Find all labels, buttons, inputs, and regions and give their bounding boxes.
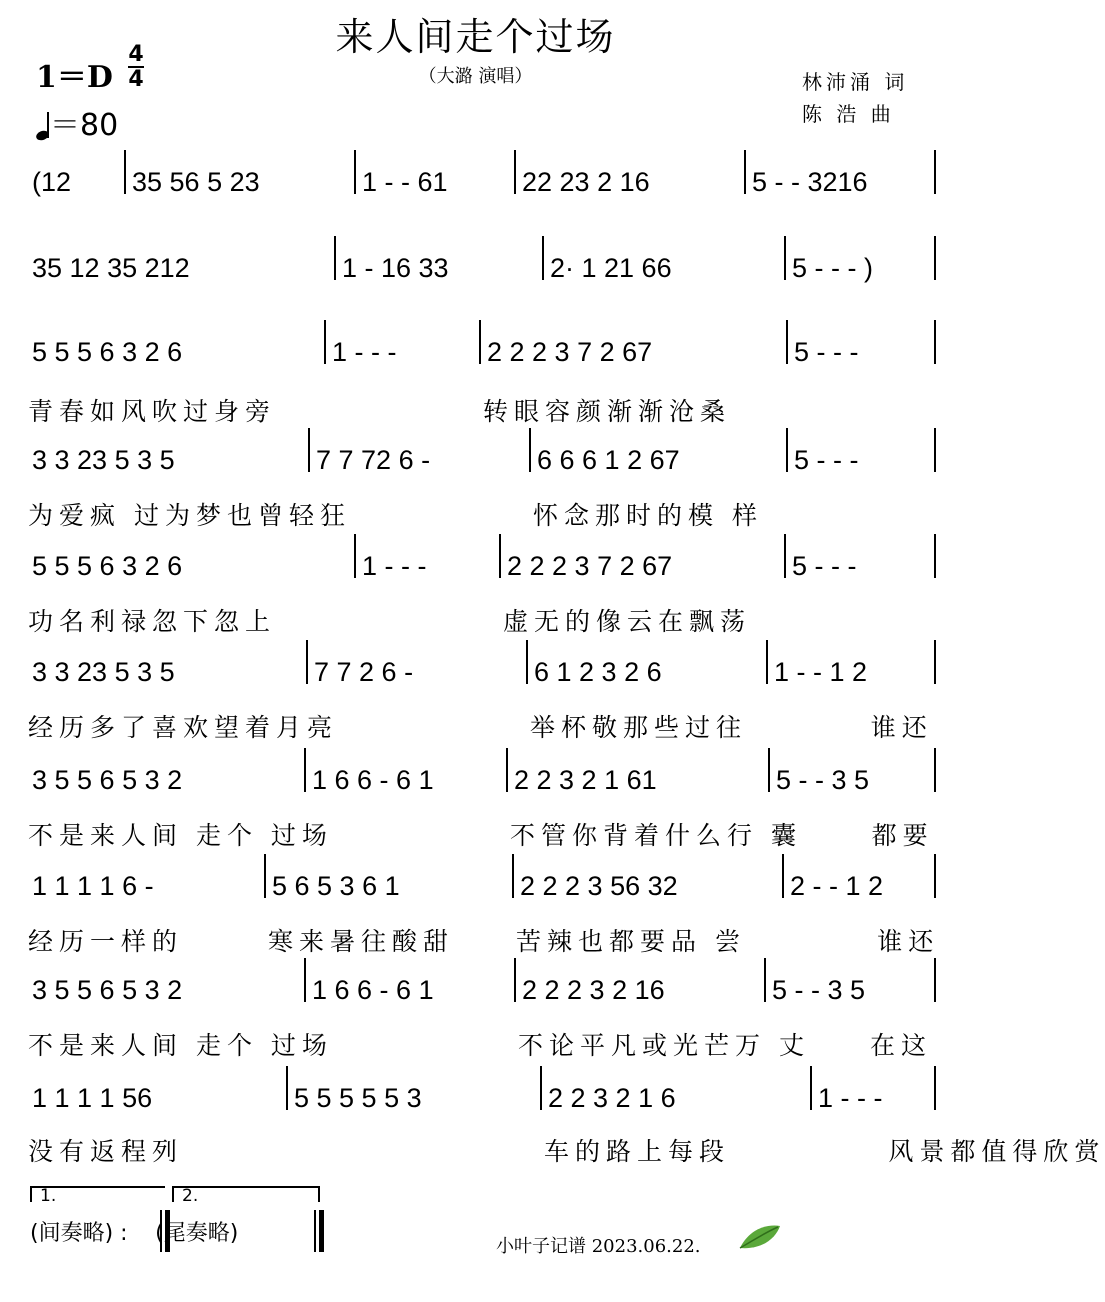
measure: 1 1 1 1 6 - — [32, 870, 154, 901]
barline — [304, 958, 306, 1002]
measure: 2 2 2 3 7 2 67 — [507, 550, 673, 581]
barline — [526, 640, 528, 684]
lyric-line — [24, 1130, 1105, 1166]
lyric-phrase: 转眼容颜渐渐沧桑 — [483, 398, 732, 426]
measure: 1 - 16 33 — [342, 252, 449, 283]
lyric-phrase: 谁还 — [870, 714, 933, 742]
barline — [934, 534, 936, 578]
lyric-phrase: 功名利禄忽下忽上 — [28, 608, 277, 636]
measure: 35 56 5 23 — [132, 166, 260, 197]
notation-line — [24, 866, 924, 906]
lyricist-credit: 林沛涌 词 — [802, 70, 909, 94]
measure: 1 6 6 - 6 1 — [312, 974, 434, 1005]
measure: 1 - - - — [818, 1082, 883, 1113]
barline — [514, 958, 516, 1002]
lyric-phrase: 不是来人间 走个 过场 — [28, 1032, 333, 1060]
repeat-dots: : — [120, 1221, 128, 1246]
time-top: 4 — [128, 42, 144, 67]
measure: 1 - - - — [332, 336, 397, 367]
notation-line — [24, 546, 924, 586]
measure: 5 - - 3216 — [752, 166, 868, 197]
barline — [334, 236, 336, 280]
barline — [306, 640, 308, 684]
transcriber-signature: 小叶子记谱 2023.06.22. — [496, 1236, 701, 1257]
measure: 2· 1 21 66 — [550, 252, 672, 283]
measure: 2 - - 1 2 — [790, 870, 884, 901]
final-barline-thick — [319, 1210, 324, 1252]
lyric-phrase: 没有返程列 — [28, 1138, 184, 1166]
outro-note: (尾奏略) — [155, 1221, 239, 1246]
lyric-line — [24, 600, 924, 634]
lyric-phrase: 不是来人间 走个 过场 — [28, 822, 333, 850]
measure: 5 5 5 6 3 2 6 — [32, 336, 183, 367]
measure: 5 5 5 5 5 3 — [294, 1082, 422, 1113]
lyric-phrase: 经历多了喜欢望着月亮 — [28, 714, 339, 742]
measure: 35 12 35 212 — [32, 252, 190, 283]
volta-2-edge — [172, 1186, 174, 1202]
lyric-line — [24, 1024, 933, 1060]
measure: 2 2 3 2 1 61 — [514, 764, 657, 795]
tempo-marking — [36, 100, 118, 144]
barline — [766, 640, 768, 684]
lyric-phrase: 寒来暑往酸甜 — [268, 928, 455, 956]
barline — [934, 1066, 936, 1110]
measure: 5 - - - — [794, 444, 859, 475]
barline — [479, 320, 481, 364]
lyric-phrase: 风景都值得欣赏 — [888, 1138, 1105, 1166]
barline — [934, 854, 936, 898]
measure: 5 - - - — [794, 336, 859, 367]
measure: 7 7 72 6 - — [316, 444, 431, 475]
measure: 3 5 5 6 5 3 2 — [32, 974, 183, 1005]
singer-credit: （大潞 演唱） — [418, 66, 533, 87]
barline — [784, 236, 786, 280]
measure: 1 1 1 1 56 — [32, 1082, 153, 1113]
quarter-note-icon — [36, 112, 50, 142]
measure: 5 - - 3 5 — [776, 764, 870, 795]
measure: 6 1 2 3 2 6 — [534, 656, 662, 687]
barline — [744, 150, 746, 194]
measure: 1 - - - — [362, 550, 427, 581]
lyric-phrase: 谁还 — [877, 928, 940, 956]
volta-1-edge — [30, 1186, 32, 1202]
barline — [124, 150, 126, 194]
measure: 5 - - - — [792, 550, 857, 581]
final-barline-thin — [314, 1210, 316, 1252]
lyric-phrase: 在这 — [870, 1032, 933, 1060]
lyric-phrase: 虚无的像云在飘荡 — [503, 608, 752, 636]
measure: 6 6 6 1 2 67 — [537, 444, 680, 475]
barline — [540, 1066, 542, 1110]
barline — [506, 748, 508, 792]
lyric-phrase: 怀念那时的模 样 — [533, 502, 763, 530]
lyric-phrase: 为爱疯 过为梦也曾轻狂 — [28, 502, 351, 530]
notation-line — [24, 1078, 924, 1118]
lyric-phrase: 不论平凡或光芒万 丈 — [518, 1032, 810, 1060]
measure: 3 3 23 5 3 5 — [32, 656, 175, 687]
measure: 5 5 5 6 3 2 6 — [32, 550, 183, 581]
time-signature — [128, 44, 144, 90]
notation-line — [24, 652, 924, 692]
leaf-icon — [736, 1222, 782, 1252]
barline — [786, 428, 788, 472]
barline — [264, 854, 266, 898]
barline — [764, 958, 766, 1002]
barline — [514, 150, 516, 194]
barline — [934, 236, 936, 280]
barline — [782, 854, 784, 898]
volta-2-end — [318, 1186, 320, 1202]
barline — [354, 534, 356, 578]
measure: 1 6 6 - 6 1 — [312, 764, 434, 795]
measure: (12 — [32, 166, 72, 197]
barline — [934, 150, 936, 194]
lyric-line — [24, 814, 934, 850]
notation-line — [24, 760, 924, 800]
time-bottom: 4 — [128, 67, 144, 92]
lyric-phrase: 都要 — [871, 822, 934, 850]
lyric-line — [24, 390, 924, 424]
notation-line — [24, 440, 924, 480]
measure: 2 2 2 3 2 16 — [522, 974, 665, 1005]
measure: 1 - - 61 — [362, 166, 448, 197]
measure: 3 5 5 6 5 3 2 — [32, 764, 183, 795]
key-signature: 1＝D — [36, 60, 113, 95]
notation-line — [24, 332, 924, 372]
barline — [308, 428, 310, 472]
measure: 5 - - 3 5 — [772, 974, 866, 1005]
barline — [768, 748, 770, 792]
interlude-note: (间奏略) — [30, 1221, 114, 1246]
lyric-line — [24, 920, 940, 956]
measure: 7 7 2 6 - — [314, 656, 414, 687]
barline — [304, 748, 306, 792]
measure: 5 - - - ) — [792, 252, 873, 283]
barline — [786, 320, 788, 364]
lyric-line — [24, 494, 924, 528]
barline — [324, 320, 326, 364]
lyric-phrase: 苦辣也都要品 尝 — [516, 928, 746, 956]
tempo-value: ＝80 — [50, 108, 119, 143]
measure: 22 23 2 16 — [522, 166, 650, 197]
lyric-line — [24, 706, 933, 742]
measure: 5 6 5 3 6 1 — [272, 870, 400, 901]
measure: 2 2 2 3 7 2 67 — [487, 336, 653, 367]
barline — [934, 428, 936, 472]
notation-line — [24, 248, 924, 288]
lyric-phrase: 车的路上每段 — [544, 1138, 731, 1166]
composer-credit: 陈 浩 曲 — [802, 102, 895, 126]
measure: 2 2 2 3 56 32 — [520, 870, 678, 901]
measure: 3 3 23 5 3 5 — [32, 444, 175, 475]
barline — [499, 534, 501, 578]
volta-1-label: 1. — [40, 1186, 57, 1206]
notation-line — [24, 970, 924, 1010]
measure: 1 - - 1 2 — [774, 656, 868, 687]
lyric-phrase: 不管你背着什么行 囊 — [510, 822, 802, 850]
barline — [512, 854, 514, 898]
lyric-phrase: 举杯敬那些过往 — [530, 714, 748, 742]
volta-2-label: 2. — [182, 1186, 199, 1206]
measure: 2 2 3 2 1 6 — [548, 1082, 676, 1113]
barline — [354, 150, 356, 194]
notation-line — [24, 162, 924, 202]
ending-notes — [30, 1216, 238, 1247]
barline — [810, 1066, 812, 1110]
barline — [286, 1066, 288, 1110]
barline — [542, 236, 544, 280]
lyric-phrase: 经历一样的 — [28, 928, 184, 956]
barline — [529, 428, 531, 472]
barline — [784, 534, 786, 578]
song-title: 来人间走个过场 — [335, 15, 616, 59]
barline — [934, 748, 936, 792]
barline — [934, 958, 936, 1002]
lyric-phrase: 青春如风吹过身旁 — [28, 398, 277, 426]
barline — [934, 320, 936, 364]
barline — [934, 640, 936, 684]
